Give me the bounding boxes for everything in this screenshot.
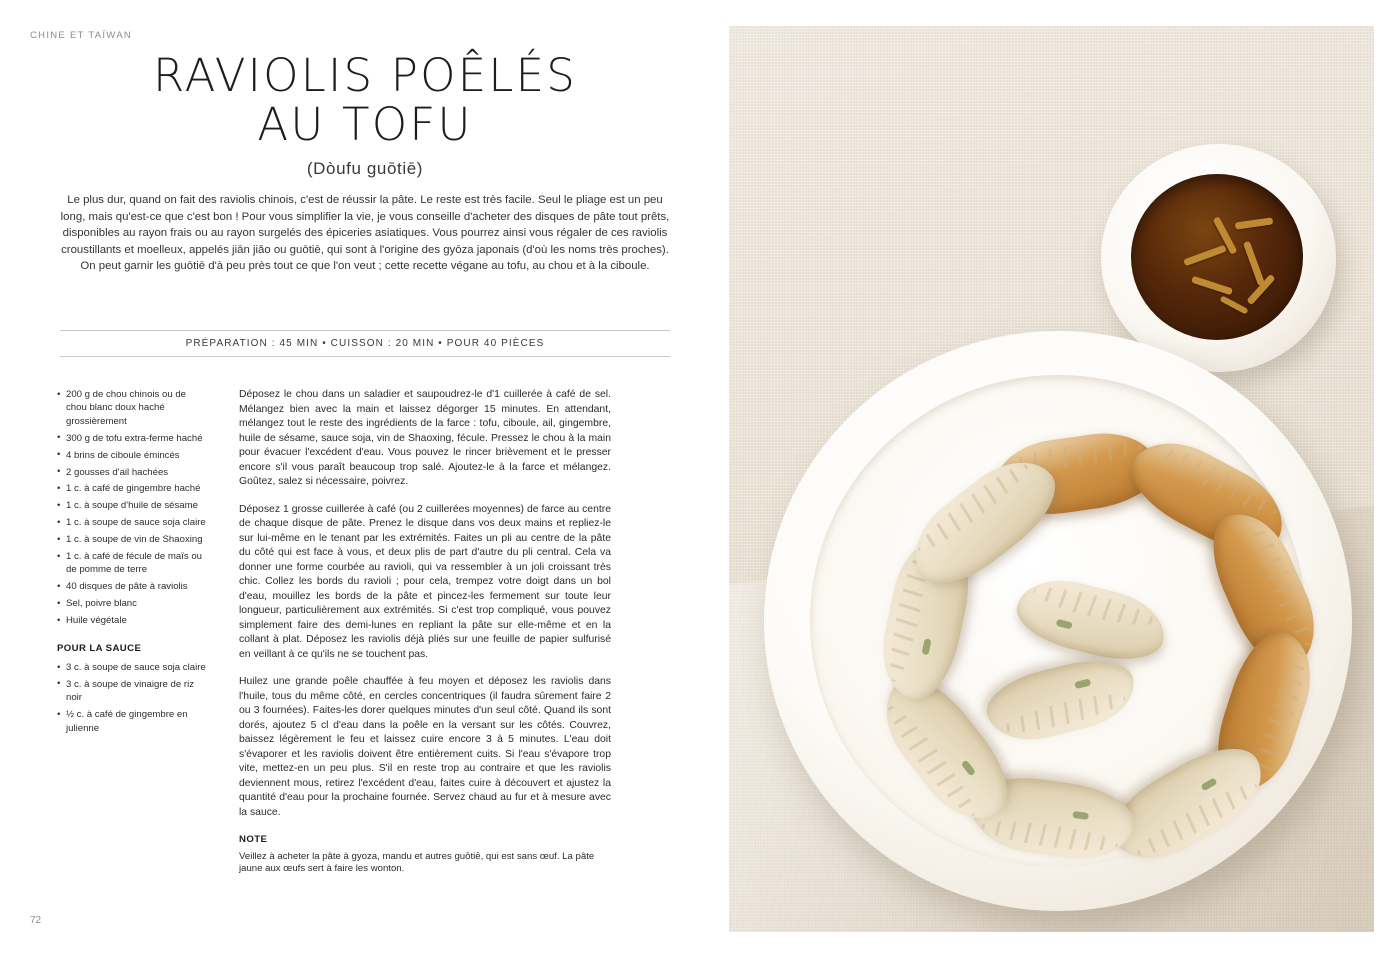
ginger-julienne bbox=[1235, 217, 1274, 229]
list-item: • Huile végétale bbox=[57, 614, 207, 627]
recipe-meta bbox=[60, 330, 670, 357]
ginger-julienne bbox=[1183, 245, 1227, 267]
chapter-tag: CHINE ET TAÏWAN bbox=[30, 30, 133, 41]
method-step: Déposez le chou dans un saladier et saupoudrez-le d'1 cuillerée à café de sel. Mélangez bien avec la main et laissez dégorger 15 minutes. En attendant, mélangez tout le reste des ingrédients de la farce : tofu, ciboule, ail, gingembre, huile de sésame, sauce soja, vin de Shaoxing, fécule. Pressez le chou à la main pour évacuer l'excédent d'eau. Vous pouvez le rincer brièvement et le presser encore s'il vous paraît beaucoup trop salé. Ajoutez-le à la farce et mélangez. Goûtez, salez si nécessaire, poivrez. bbox=[239, 389, 611, 487]
recipe-subtitle: (Dòufu guōtiē) bbox=[306, 159, 424, 179]
sauce-liquid bbox=[1131, 174, 1303, 340]
list-item: • 200 g de chou chinois ou de chou blanc doux haché grossièrement bbox=[57, 388, 207, 428]
page-number: 72 bbox=[30, 915, 42, 926]
plate-inner bbox=[810, 375, 1306, 867]
ginger-julienne bbox=[1191, 276, 1233, 296]
list-item: • ½ c. à café de gingembre en julienne bbox=[57, 708, 207, 735]
page-title-line1: RAVIOLIS POÊLÉS bbox=[152, 49, 578, 102]
list-item: • 3 c. à soupe de sauce soja claire bbox=[57, 661, 207, 674]
list-item: • 40 disques de pâte à raviolis bbox=[57, 580, 207, 593]
page-title-line2: AU TOFU bbox=[257, 97, 473, 151]
method-step: Huilez une grande poêle chauffée à feu moyen et déposez les raviolis dans l'huile, tous du même côté, en cercles concentriques (il faudra sûrement faire 2 ou 3 fournées). Faites-les dorer quelques minutes d'un seul côté. Quand ils sont dorés, ajoutez 5 cl d'eau dans la poêle en la versant sur les côtés. Couvrez, baissez légèrement le feu et laissez cuire encore 3 à 5 minutes. L'eau doit s'évaporer et les raviolis doivent être entièrement cuits. Si l'eau s'évapore trop vite, mettez-en un peu plus. S'il en reste trop au contraire et que les raviolis deviennent mous, retirez l'excédent d'eau, faites cuire à découvert et ajustez la quantité d'eau pour la prochaine fournée. Servez chaud au fur et à mesure avec la sauce. bbox=[239, 676, 611, 818]
list-item: • 1 c. à soupe de sauce soja claire bbox=[57, 516, 207, 529]
recipe-photo bbox=[729, 26, 1374, 932]
sauce-heading: POUR LA SAUCE bbox=[57, 642, 142, 654]
list-item: • 1 c. à soupe de vin de Shaoxing bbox=[57, 533, 207, 546]
list-item: • 3 c. à soupe de vinaigre de riz noir bbox=[57, 678, 207, 705]
list-item: • Sel, poivre blanc bbox=[57, 597, 207, 610]
title-block bbox=[60, 49, 670, 179]
list-item: • 1 c. à soupe d'huile de sésame bbox=[57, 499, 207, 512]
dumpling bbox=[980, 650, 1142, 750]
note-heading: NOTE bbox=[239, 834, 268, 845]
list-item: • 2 gousses d'ail hachées bbox=[57, 466, 207, 479]
ginger-julienne bbox=[1243, 241, 1265, 287]
list-item: • 300 g de tofu extra-ferme haché bbox=[57, 432, 207, 445]
meta-rule-bottom bbox=[60, 356, 670, 357]
dumpling bbox=[1010, 570, 1172, 670]
recipe-intro: Le plus dur, quand on fait des raviolis chinois, c'est de réussir la pâte. Le reste est très facile. Seul le pliage est un peu long, mais qu'est-ce que c'est bon ! Pour vous simplifier la vie, je vous conseille d'acheter des disques de pâte tout prêts, disponibles au rayon frais ou au rayon surgelés des épiceries asiatiques. Vous pourrez ainsi vous régaler de ces raviolis croustillants et moelleux, appelés jiān jiǎo ou guōtiē, qui sont à l'origine des gyōza japonais (d'où les noms très proches). On peut garnir les guōtiē d'à peu près tout ce que l'on veut ; cette recette végane au tofu, au chou et à la ciboule. bbox=[60, 194, 670, 273]
sauce-bowl bbox=[1101, 144, 1336, 372]
method-column bbox=[239, 388, 611, 876]
list-item: • 1 c. à café de gingembre haché bbox=[57, 482, 207, 495]
ingredients-column bbox=[57, 388, 207, 739]
ginger-julienne bbox=[1219, 295, 1248, 314]
list-item: • 4 brins de ciboule émincés bbox=[57, 449, 207, 462]
method-step: Déposez 1 grosse cuillerée à café (ou 2 cuillerées moyennes) de farce au centre de chaque disque de pâte. Prenez le disque dans vos deux mains et repliez-le sur lui-même en le tenant par les extrémités. Faites un pli au centre de la pâte du côté qui est face à vous, et deux plis de part d'autre du pli central. Cela va donner une forme courbée au ravioli, qui va ressembler à un joli croissant très chic. Collez les bords du ravioli ; pour cela, trempez votre doigt dans un bol d'eau, mouillez les bords de la pâte et pincez-les fermement sur toute leur longueur, particulièrement aux extrémités. Si c'est trop compliqué, vous pouvez simplement faire des demi-lunes en repliant la pâte sur elle-même et en la collant à plat. Déposez les raviolis déjà pliés sur une feuille de papier sulfurisé en veillant à ce qu'ils ne se touchent pas. bbox=[239, 503, 611, 660]
list-item: • 1 c. à café de fécule de maïs ou de pomme de terre bbox=[57, 550, 207, 577]
recipe-meta-line: PRÉPARATION : 45 MIN • CUISSON : 20 MIN • POUR 40 PIÈCES bbox=[185, 338, 545, 349]
serving-plate bbox=[764, 331, 1352, 911]
note-body: Veillez à acheter la pâte à gyoza, mandu et autres guōtiē, qui est sans œuf. La pâte jaune aux œufs sert à faire les wonton. bbox=[239, 850, 595, 875]
